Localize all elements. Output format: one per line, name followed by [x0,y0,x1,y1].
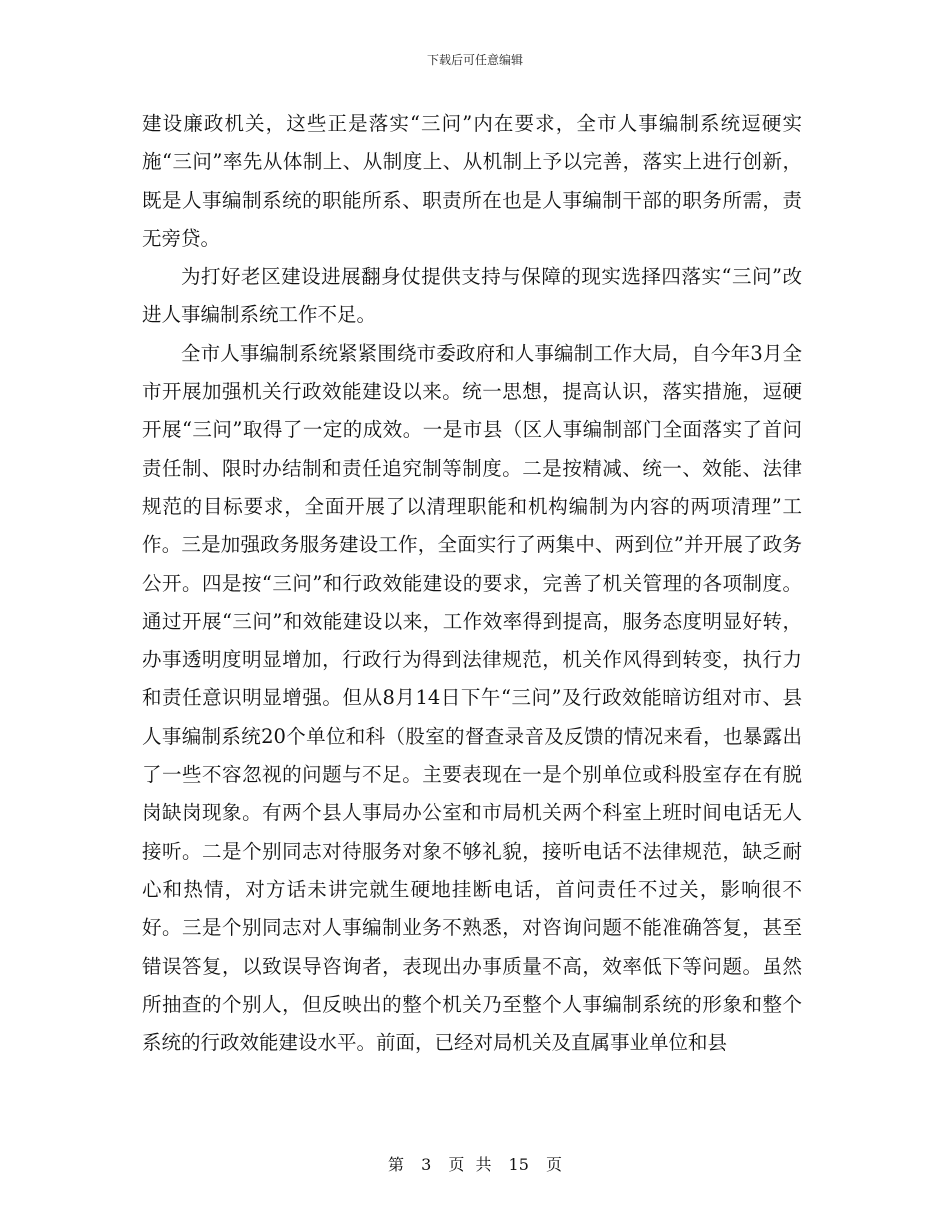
footer-suffix: 页 [546,1155,563,1174]
page-footer [0,1155,950,1175]
paragraph-3: 全市人事编制系统紧紧围绕市委政府和人事编制工作大局，自今年3月全市开展加强机关行政效能建设以来。统一思想，提高认识，落实措施，逗硬开展“三问”取得了一定的成效。一是市县（区人事编制部门全面落实了首问责任制、限时办结制和责任追究制等制度。二是按精减、统一、效能、法律规范的目标要求，全面开展了以清理职能和机构编制为内容的两项清理”工作。三是加强政务服务建设工作，全面实行了两集中、两到位”并开展了政务公开。四是按“三问”和行政效能建设的要求，完善了机关管理的各项制度。通过开展“三问”和效能建设以来，工作效率得到提高，服务态度明显好转，办事透明度明显增加，行政行为得到法律规范，机关作风得到转变，执行力和责任意识明显增强。但从8月14日下午“三问”及行政效能暗访组对市、县人事编制系统20个单位和科（股室的督查录音及反馈的情况来看，也暴露出了一些不容忽视的问题与不足。主要表现在一是个别单位或科股室存在有脱岗缺岗现象。有两个县人事局办公室和市局机关两个科室上班时间电话无人接听。二是个别同志对待服务对象不够礼貌，接听电话不法律规范，缺乏耐心和热情，对方话未讲完就生硬地挂断电话，首问责任不过关，影响很不好。三是个别同志对人事编制业务不熟悉，对咨询问题不能准确答复，甚至错误答复，以致误导咨询者，表现出办事质量不高，效率低下等问题。虽然所抽查的个别人，但反映出的整个机关乃至整个人事编制系统的形象和整个系统的行政效能建设水平。前面，已经对局机关及直属事业单位和县 [142,341,802,1055]
footer-total-pages: 15 [508,1155,529,1174]
paragraph-2: 为打好老区建设进展翻身仗提供支持与保障的现实选择四落实“三问”改进人事编制系统工作不足。 [142,265,802,327]
document-body [142,105,802,1062]
paragraph-1: 建设廉政机关，这些正是落实“三问”内在要求，全市人事编制系统逗硬实施“三问”率先从体制上、从制度上、从机制上予以完善，落实上进行创新，既是人事编制系统的职能所系、职责所在也是人事编制干部的职务所需，责无旁贷。 [142,112,802,250]
footer-page-number: 3 [421,1155,432,1174]
footer-middle: 页 共 [448,1155,492,1174]
footer-prefix: 第 [387,1155,404,1174]
page-header: 下载后可任意编辑 [426,53,523,67]
